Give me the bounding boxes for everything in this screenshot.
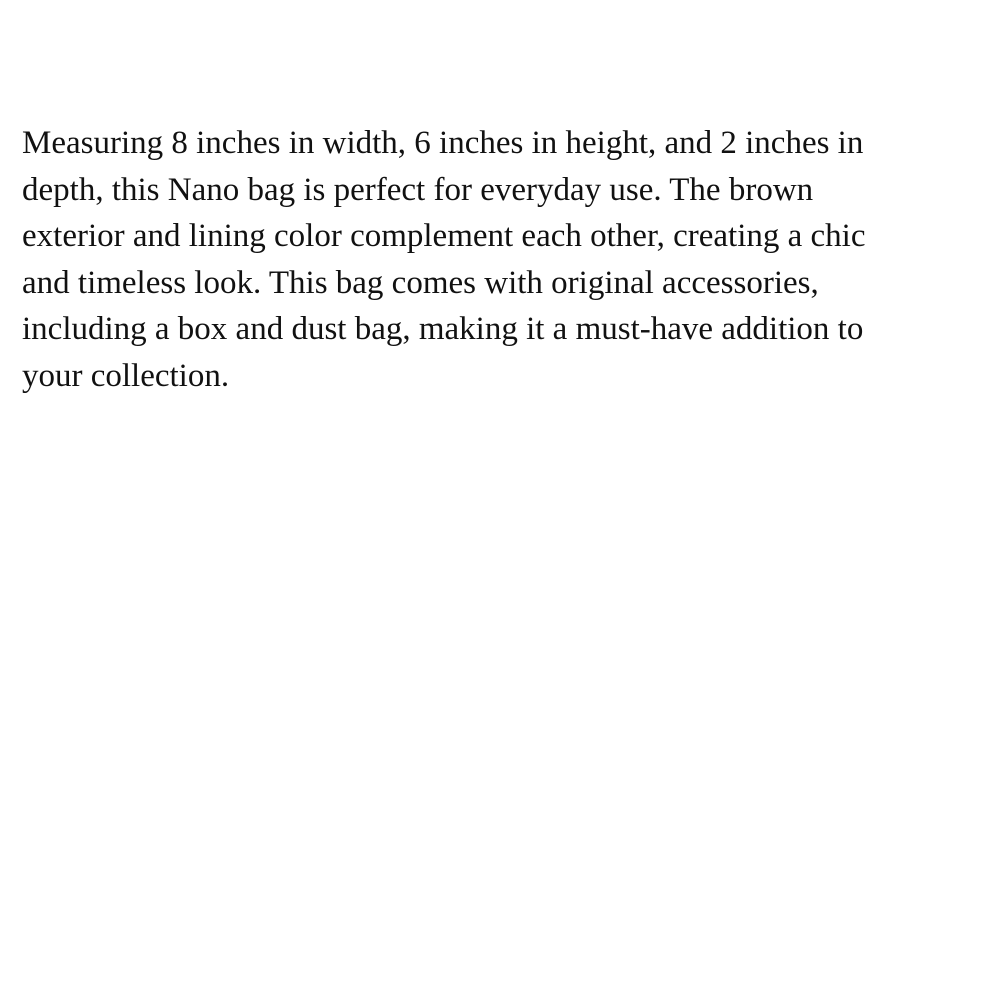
description-line: your collection. bbox=[22, 357, 230, 394]
description-line: including a box and dust bag, making it a must-have addition to bbox=[22, 311, 864, 347]
product-description bbox=[22, 120, 982, 399]
description-line: depth, this Nano bag is perfect for everyday use. The brown bbox=[22, 171, 814, 208]
description-line: exterior and lining color complement each other, creating a chic bbox=[22, 218, 866, 254]
description-line: and timeless look. This bag comes with original accessories, bbox=[22, 264, 819, 301]
description-line: Measuring 8 inches in width, 6 inches in height, and 2 inches in bbox=[22, 125, 864, 161]
